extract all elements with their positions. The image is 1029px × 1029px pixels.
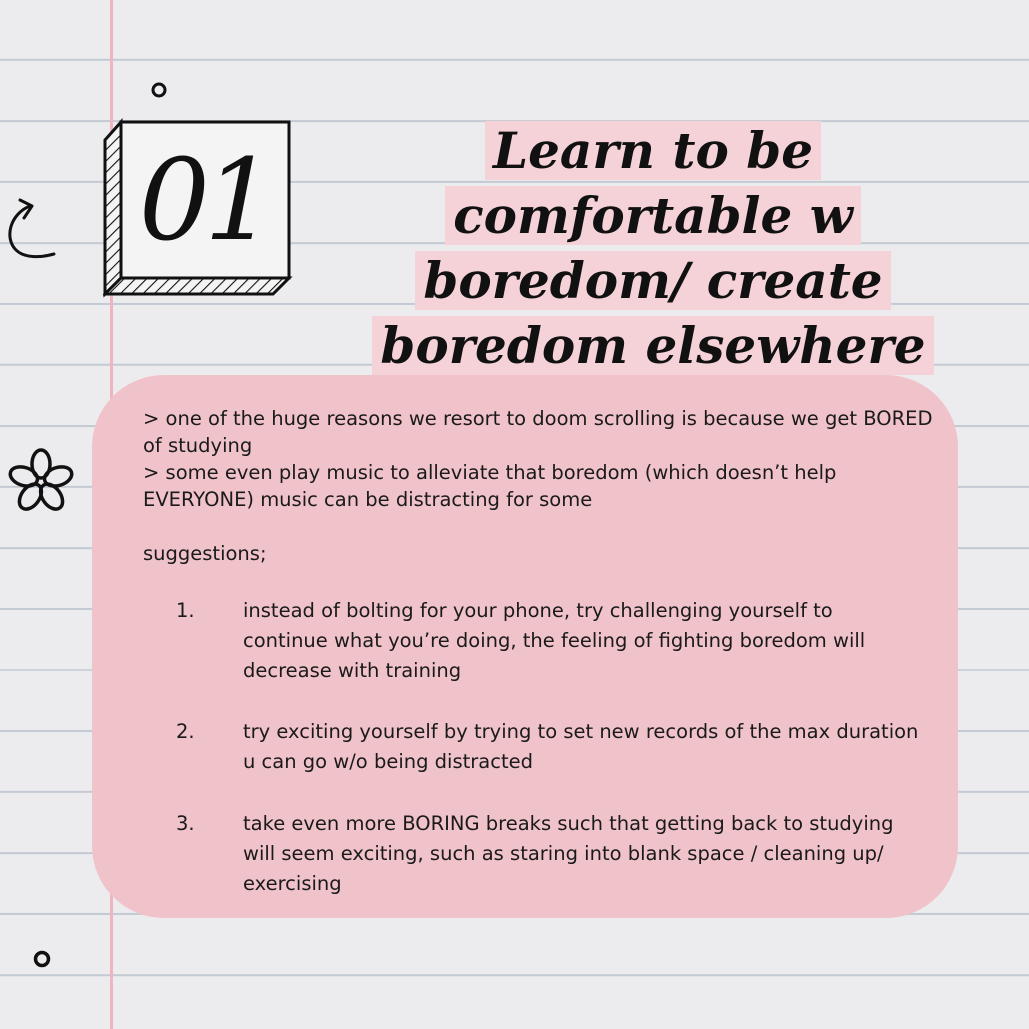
flower-doodle-icon — [6, 447, 76, 517]
intro-text — [143, 405, 933, 567]
intro-line: > one of the huge reasons we resort to doom scrolling is because we get BORED of studying — [143, 407, 933, 457]
page-title — [318, 118, 988, 378]
list-number: 3. — [176, 812, 195, 835]
intro-line: > some even play music to alleviate that boredom (which doesn’t help EVERYONE) music can be distracting for some — [143, 461, 837, 511]
list-text: take even more BORING breaks such that getting back to studying will seem exciting, such as staring into blank space / cleaning up/ exercising — [243, 812, 894, 895]
list-number: 2. — [176, 720, 195, 743]
list-text: try exciting yourself by trying to set new records of the max duration u can go w/o being distracted — [243, 720, 919, 773]
list-text: instead of bolting for your phone, try challenging yourself to continue what you’re doing, the feeling of fighting boredom will decrease with training — [243, 599, 866, 682]
circle-doodle-icon — [150, 81, 168, 99]
title-highlight: Learn to be comfortable w boredom/ create boredom elsewhere — [372, 121, 933, 375]
circle-doodle-icon — [32, 949, 52, 969]
suggestions-label: suggestions; — [143, 542, 267, 565]
section-number: 01 — [138, 136, 270, 266]
list-number: 1. — [176, 599, 195, 622]
curved-arrow-icon — [2, 196, 58, 266]
